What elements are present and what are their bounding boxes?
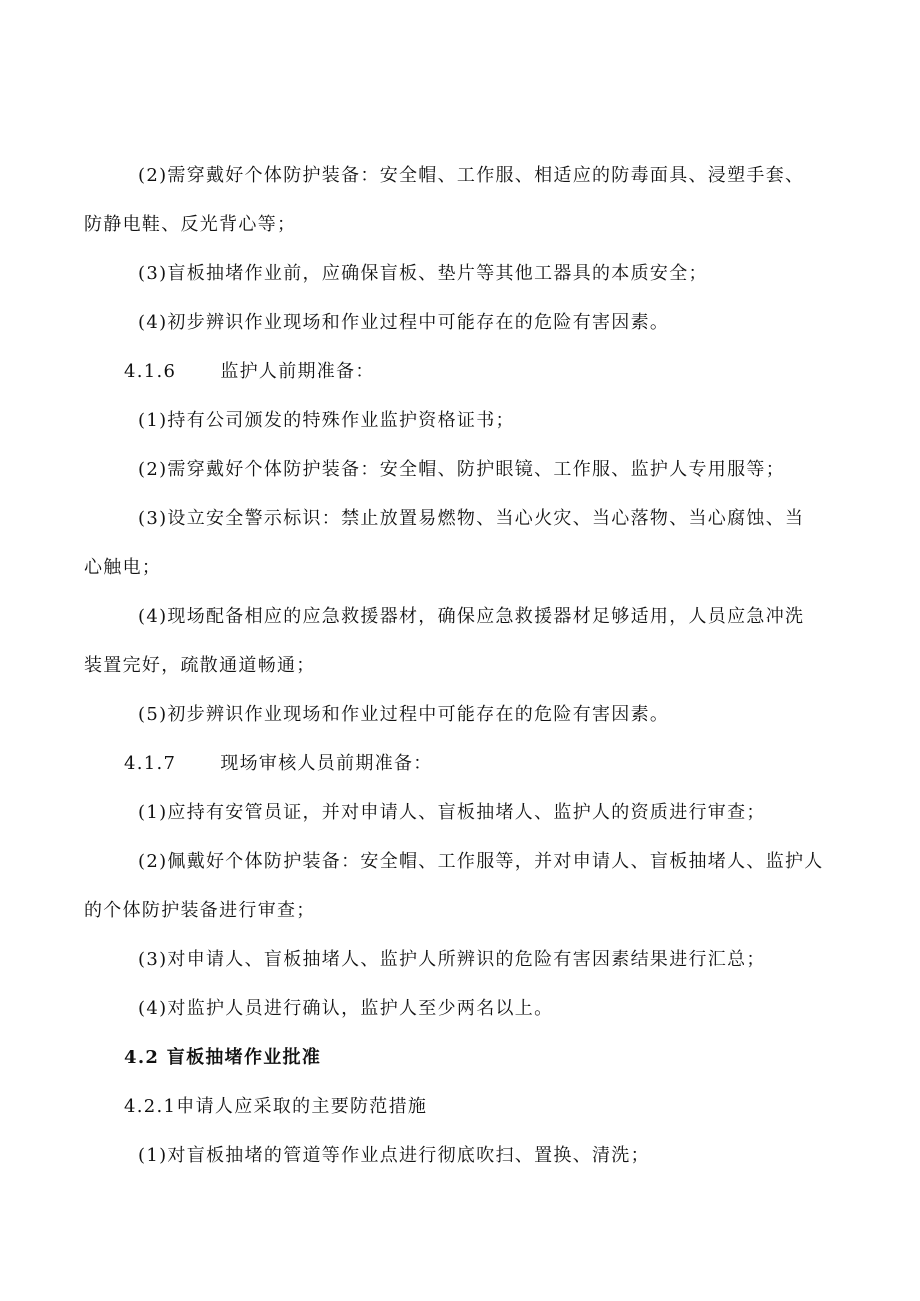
section-title: 监护人前期准备： [220, 361, 375, 382]
paragraph-line: (3)对申请人、盲板抽堵人、监护人所辨识的危险有害因素结果进行汇总； [138, 949, 766, 970]
section-number: 4.1.6 [124, 361, 177, 382]
paragraph-line: (3)盲板抽堵作业前，应确保盲板、垫片等其他工器具的本质安全； [138, 263, 708, 284]
paragraph-line: (5)初步辨识作业现场和作业过程中可能存在的危险有害因素。 [138, 704, 670, 725]
paragraph-line: (1)持有公司颁发的特殊作业监护资格证书； [138, 410, 515, 431]
section-heading-4-2: 4.2 盲板抽堵作业批准 [124, 1047, 322, 1068]
paragraph-line: 防静电鞋、反光背心等； [84, 214, 297, 235]
paragraph-line: 装置完好，疏散通道畅通； [84, 655, 316, 676]
paragraph-line: (4)对监护人员进行确认，监护人至少两名以上。 [138, 998, 554, 1019]
paragraph-line: 的个体防护装备进行审查； [84, 900, 316, 921]
paragraph-line: (2)需穿戴好个体防护装备：安全帽、防护眼镜、工作服、监护人专用服等； [138, 459, 785, 480]
paragraph-line: (3)设立安全警示标识：禁止放置易燃物、当心火灾、当心落物、当心腐蚀、当 [138, 508, 805, 529]
paragraph-line: (4)初步辨识作业现场和作业过程中可能存在的危险有害因素。 [138, 312, 670, 333]
section-title: 现场审核人员前期准备： [220, 753, 433, 774]
paragraph-line: (1)对盲板抽堵的管道等作业点进行彻底吹扫、置换、清洗； [138, 1145, 650, 1166]
section-heading-4-2-1: 4.2.1申请人应采取的主要防范措施 [124, 1096, 428, 1117]
paragraph-line: (4)现场配备相应的应急救援器材，确保应急救援器材足够适用，人员应急冲洗 [138, 606, 805, 627]
section-number: 4.1.7 [124, 753, 177, 774]
paragraph-line: (1)应持有安管员证，并对申请人、盲板抽堵人、监护人的资质进行审查； [138, 802, 766, 823]
paragraph-line: (2)佩戴好个体防护装备：安全帽、工作服等，并对申请人、盲板抽堵人、监护人 [138, 851, 824, 872]
section-heading-4-1-6 [0, 360, 920, 384]
paragraph-line: (2)需穿戴好个体防护装备：安全帽、工作服、相适应的防毒面具、浸塑手套、 [138, 165, 805, 186]
paragraph-line: 心触电； [84, 557, 162, 578]
section-heading-4-1-7 [0, 752, 920, 776]
